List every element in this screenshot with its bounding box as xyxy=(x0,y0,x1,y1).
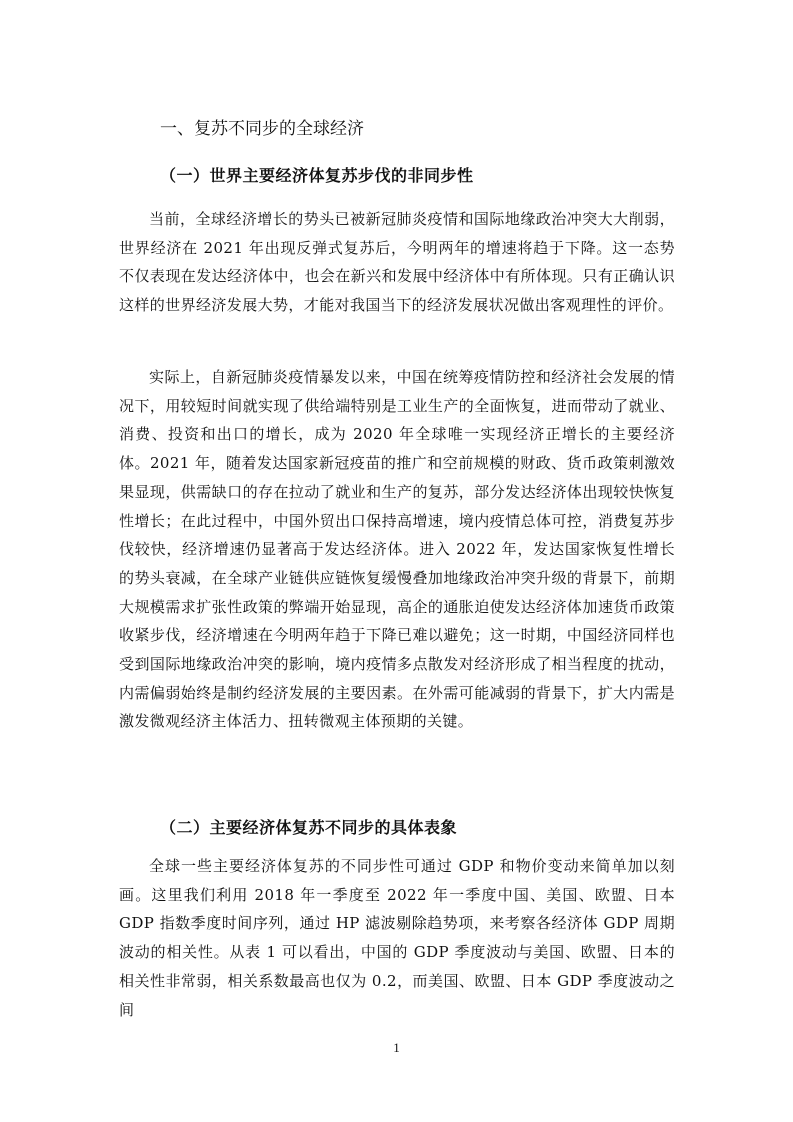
subsection-heading-1: （一）世界主要经济体复苏步伐的非同步性 xyxy=(160,166,474,185)
paragraph: 全球一些主要经济体复苏的不同步性可通过 GDP 和物价变动来简单加以刻画。这里我们利用 2018 年一季度至 2022 年一季度中国、美国、欧盟、日本 GDP 指数季度时间序列，通过 HP 滤波剔除趋势项，来考察各经济体 GDP 周期波动的相关性。从表 1 可以看出，中国的 GDP 季度波动与美国、欧盟、日本的相关性非常弱，相关系数最高也仅为 0.2，而美国、欧盟、日本 GDP 季度波动之间 xyxy=(119,857,675,1019)
section-heading: 一、复苏不同步的全球经济 xyxy=(160,119,364,139)
subsection-heading-2: （二）主要经济体复苏不同步的具体表象 xyxy=(160,818,458,837)
page-number: 1 xyxy=(393,1040,400,1055)
paragraph: 实际上，自新冠肺炎疫情暴发以来，中国在统筹疫情防控和经济社会发展的情况下，用较短时间就实现了供给端特别是工业生产的全面恢复，进而带动了就业、消费、投资和出口的增长，成为 2020 年全球唯一实现经济正增长的主要经济体。2021 年，随着发达国家新冠疫苗的推广和空前规模的财政、货币政策刺激效果显现，供需缺口的存在拉动了就业和生产的复苏，部分发达经济体出现较快恢复性增长；在此过程中，中国外贸出口保持高增速，境内疫情总体可控，消费复苏步伐较快，经济增速仍显著高于发达经济体。进入 2022 年，发达国家恢复性增长的势头衰减，在全球产业链供应链恢复缓慢叠加地缘政治冲突升级的背景下，前期大规模需求扩张性政策的弊端开始显现，高企的通胀迫使发达经济体加速货币政策收紧步伐，经济增速在今明两年趋于下降已难以避免；这一时期，中国经济同样也受到国际地缘政治冲突的影响，境内疫情多点散发对经济形成了相当程度的扰动，内需偏弱始终是制约经济发展的主要因素。在外需可能减弱的背景下，扩大内需是激发微观经济主体活力、扭转微观主体预期的关键。 xyxy=(119,368,675,731)
paragraph: 当前，全球经济增长的势头已被新冠肺炎疫情和国际地缘政治冲突大大削弱，世界经济在 2021 年出现反弹式复苏后，今明两年的增速将趋于下降。这一态势不仅表现在发达经济体中，也会在新兴和发展中经济体中有所体现。只有正确认识这样的世界经济发展大势，才能对我国当下的经济发展状况做出客观理性的评价。 xyxy=(119,210,675,315)
